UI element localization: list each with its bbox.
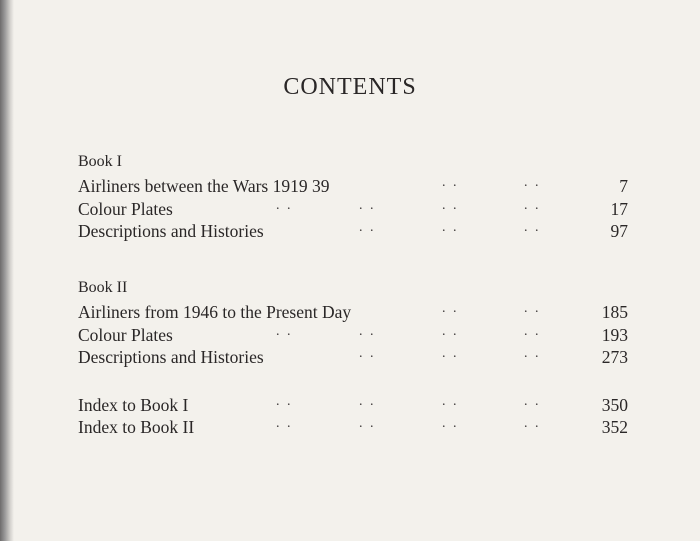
page-title: CONTENTS bbox=[283, 74, 417, 100]
leader-dots: . . bbox=[276, 324, 293, 339]
toc-entry-label: Colour Plates bbox=[78, 199, 173, 219]
leader-dots: . . bbox=[524, 175, 541, 190]
toc-entry-label: Airliners between the Wars 1919 39 bbox=[78, 176, 330, 196]
toc-entry[interactable] bbox=[78, 416, 628, 438]
toc-entry-label: Descriptions and Histories bbox=[78, 221, 264, 241]
toc-entry-page: 17 bbox=[610, 199, 628, 219]
leader-dots: . . bbox=[276, 416, 293, 431]
section-heading-book-2: Book II bbox=[78, 279, 128, 296]
leader-dots: . . bbox=[276, 198, 293, 213]
toc-entry[interactable] bbox=[78, 346, 628, 368]
toc-entry[interactable] bbox=[78, 394, 628, 416]
leader-dots: . . bbox=[524, 301, 541, 316]
leader-dots: . . bbox=[442, 175, 459, 190]
leader-dots: . . bbox=[359, 416, 376, 431]
toc-entry[interactable] bbox=[78, 220, 628, 242]
leader-dots: . . bbox=[359, 394, 376, 409]
toc-entry-page: 273 bbox=[601, 347, 628, 367]
leader-dots: . . bbox=[524, 416, 541, 431]
toc-entry-page: 352 bbox=[601, 417, 628, 437]
toc-entry-label: Descriptions and Histories bbox=[78, 347, 264, 367]
toc-entry-label: Colour Plates bbox=[78, 325, 173, 345]
toc-entry-page: 97 bbox=[610, 221, 628, 241]
leader-dots: . . bbox=[359, 220, 376, 235]
leader-dots: . . bbox=[442, 346, 459, 361]
leader-dots: . . bbox=[524, 198, 541, 213]
toc-entry-page: 193 bbox=[601, 325, 628, 345]
toc-entry-page: 350 bbox=[601, 395, 628, 415]
section-heading-book-1: Book I bbox=[78, 153, 122, 170]
leader-dots: . . bbox=[524, 324, 541, 339]
toc-entry-label: Airliners from 1946 to the Present Day bbox=[78, 302, 352, 322]
toc-entry[interactable] bbox=[78, 324, 628, 346]
leader-dots: . . bbox=[524, 394, 541, 409]
leader-dots: . . bbox=[442, 301, 459, 316]
leader-dots: . . bbox=[359, 324, 376, 339]
toc-entry[interactable] bbox=[78, 198, 628, 220]
toc-entry-page: 185 bbox=[601, 302, 628, 322]
leader-dots: . . bbox=[524, 220, 541, 235]
leader-dots: . . bbox=[359, 198, 376, 213]
leader-dots: . . bbox=[276, 394, 293, 409]
toc-entry-label: Index to Book I bbox=[78, 395, 189, 415]
toc-entry[interactable] bbox=[78, 175, 628, 197]
leader-dots: . . bbox=[442, 220, 459, 235]
toc-entry-label: Index to Book II bbox=[78, 417, 195, 437]
leader-dots: . . bbox=[524, 346, 541, 361]
toc-entry[interactable] bbox=[78, 301, 628, 323]
leader-dots: . . bbox=[442, 416, 459, 431]
leader-dots: . . bbox=[442, 394, 459, 409]
toc-entry-page: 7 bbox=[619, 176, 628, 196]
leader-dots: . . bbox=[359, 346, 376, 361]
leader-dots: . . bbox=[442, 198, 459, 213]
leader-dots: . . bbox=[442, 324, 459, 339]
